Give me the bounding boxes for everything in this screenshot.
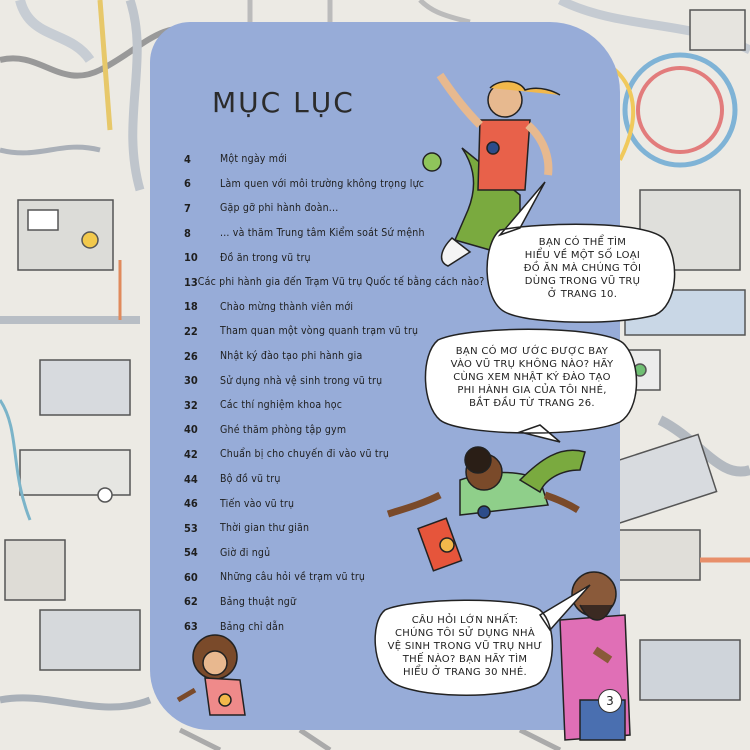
bubble-line: CÂU HỎI LỚN NHẤT: <box>411 615 519 626</box>
toc-entry-title: Chuẩn bị cho chuyến đi vào vũ trụ <box>220 448 390 461</box>
toc-entry-title: Bộ đồ vũ trụ <box>220 473 281 486</box>
toc-page-number: 62 <box>184 595 198 609</box>
toc-page-number: 32 <box>184 398 198 412</box>
toc-page-number: 8 <box>184 226 191 240</box>
bubble-line: BẮT ĐẦU TỪ TRANG 26. <box>469 398 595 409</box>
toc-entry-title: Tham quan một vòng quanh trạm vũ trụ <box>220 325 419 338</box>
toc-entry-title: Những câu hỏi về trạm vũ trụ <box>220 571 366 584</box>
toc-page-number: 40 <box>184 423 198 437</box>
bubble-line: ĐỒ ĂN MÀ CHÚNG TÔI <box>523 263 642 274</box>
bubble-line: PHI HÀNH GIA CỦA TÔI NHÉ, <box>457 385 607 396</box>
toc-entry-title: Thời gian thư giãn <box>220 522 310 535</box>
speech-bubble-toilet-text <box>380 614 550 679</box>
toc-page-number: 46 <box>184 497 198 511</box>
bubble-line: DÙNG TRONG VŨ TRỤ <box>524 276 641 287</box>
toc-entry-title: Đồ ăn trong vũ trụ <box>220 251 311 264</box>
toc-entry-title: Các phi hành gia đến Trạm Vũ trụ Quốc tế bằng cách nào? <box>197 276 485 289</box>
toc-page-number: 63 <box>184 620 198 634</box>
bubble-line: THẾ NÀO? BẠN HÃY TÌM <box>402 654 528 665</box>
bubble-line: Ở TRANG 10. <box>547 289 618 300</box>
toc-page-number: 54 <box>184 546 198 560</box>
toc-page-number: 7 <box>184 201 191 215</box>
toc-page-number: 26 <box>184 349 198 363</box>
toc-entry-title: Ghé thăm phòng tập gym <box>220 423 347 436</box>
speech-bubble-food-text <box>500 236 665 301</box>
toc-page-number: 53 <box>184 521 198 535</box>
toc-page-number: 13 <box>184 275 198 289</box>
toc-entry-title: Nhật ký đào tạo phi hành gia <box>220 350 363 363</box>
page-number-badge: 3 <box>598 689 622 713</box>
toc-entry-title: Tiến vào vũ trụ <box>220 497 295 510</box>
toc-page-number: 60 <box>184 570 198 584</box>
toc-entry-title: Giờ đi ngủ <box>220 546 271 559</box>
bubble-line: HIỂU VỀ MỘT SỐ LOẠI <box>524 250 641 261</box>
toc-page-number: 4 <box>184 152 191 166</box>
toc-page-number: 22 <box>184 324 198 338</box>
toc-page-number: 6 <box>184 177 191 191</box>
toc-page-number: 42 <box>184 447 198 461</box>
toc-entry-title: Bảng thuật ngữ <box>220 595 297 608</box>
toc-page-number: 30 <box>184 374 198 388</box>
toc-entry-title: Sử dụng nhà vệ sinh trong vũ trụ <box>220 374 383 387</box>
speech-bubble-training-text <box>432 345 632 410</box>
toc-entry-title: ... và thăm Trung tâm Kiểm soát Sứ mệnh <box>220 227 425 240</box>
toc-entry-title: Một ngày mới <box>220 153 287 166</box>
toc-entry-title: Bảng chỉ dẫn <box>220 620 285 633</box>
astronaut-boy-illustration <box>388 447 585 571</box>
monkey-astronaut-illustration <box>178 635 245 715</box>
bubble-line: VỆ SINH TRONG VŨ TRỤ NHƯ <box>387 641 543 652</box>
page-title: MỤC LỤC <box>212 86 355 119</box>
bubble-line: VÀO VŨ TRỤ KHÔNG NÀO? HÃY <box>450 359 614 370</box>
bubble-line: CHÚNG TÔI SỬ DỤNG NHÀ <box>394 628 535 639</box>
toc-page-number: 10 <box>184 251 198 265</box>
toc-entry-title: Chào mừng thành viên mới <box>220 300 354 313</box>
bubble-line: HIỂU Ở TRANG 30 NHÉ. <box>403 667 527 678</box>
toc-entry-title: Các thí nghiệm khoa học <box>220 399 343 412</box>
bubble-line: CÙNG XEM NHẬT KÝ ĐÀO TẠO <box>453 372 611 383</box>
toc-entry-title: Gặp gỡ phi hành đoàn... <box>220 202 339 215</box>
bubble-line: BẠN CÓ MƠ ƯỚC ĐƯỢC BAY <box>455 346 609 357</box>
bubble-line: BẠN CÓ THỂ TÌM <box>538 237 627 248</box>
toc-page-number: 18 <box>184 300 198 314</box>
toc-entry-title: Làm quen với môi trường không trọng lực <box>220 177 425 190</box>
toc-page-number: 44 <box>184 472 198 486</box>
